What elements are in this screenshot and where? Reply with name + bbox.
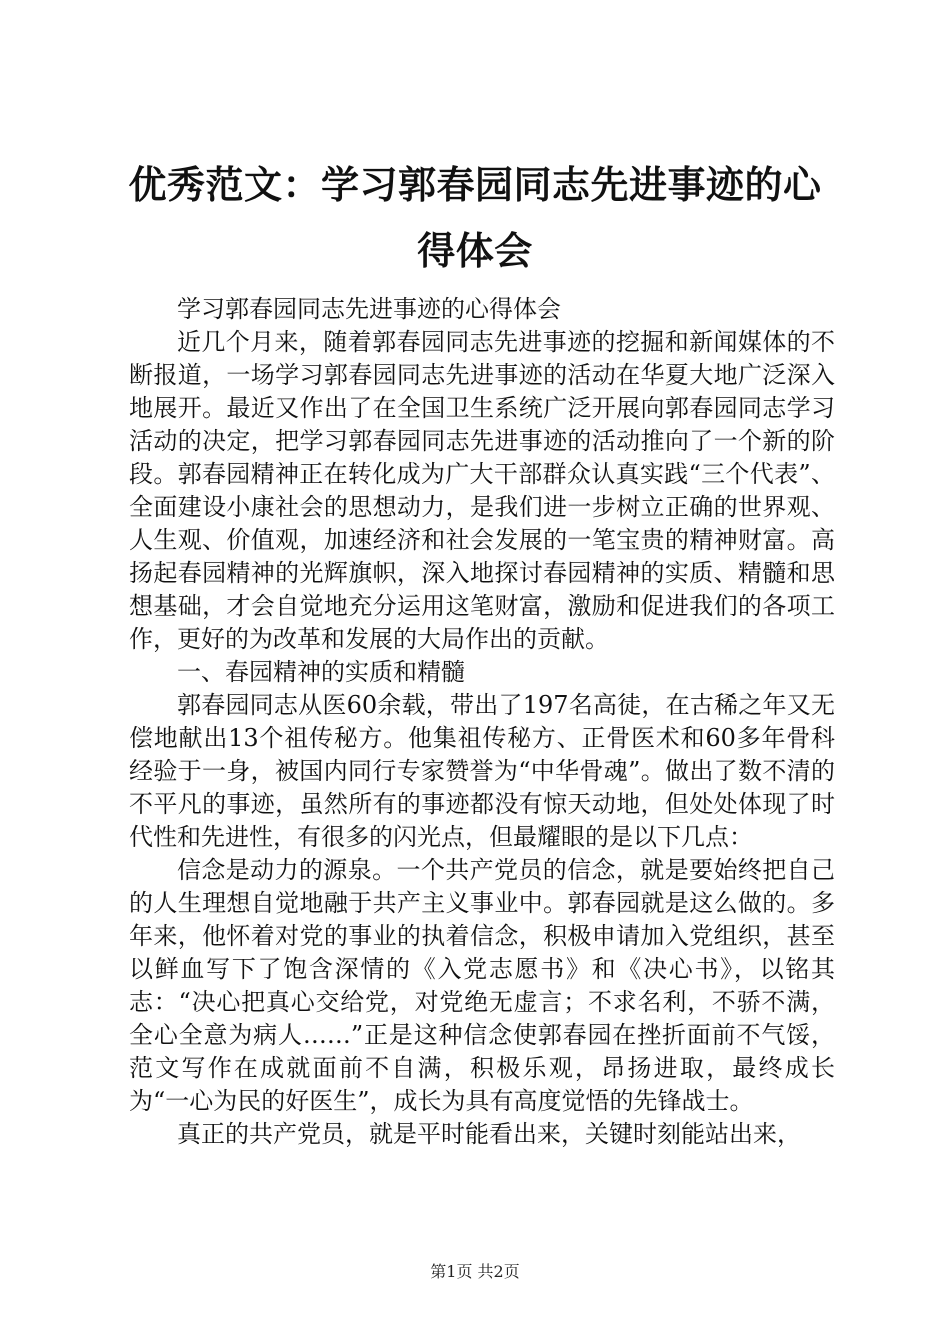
subtitle-paragraph: 学习郭春园同志先进事迹的心得体会 (177, 295, 561, 323)
body-paragraph: 信念是动力的源泉。一个共产党员的信念，就是要始终把自己的人生理想自觉地融于共产主义事业中。郭春园就是这么做的。多年来，他怀着对党的事业的执着信念，积极申请加入党组织，甚至以鲜血写下了饱含深情的《入党志愿书》和《决心书》，以铭其志：“决心把真心交给党，对党绝无虚言；不求名利，不骄不满，全心全意为病人……”正是这种信念使郭春园在挫折面前不气馁，范文写作在成就面前不自满，积极乐观，昂扬进取，最终成长为“一心为民的好医生”，成长为具有高度觉悟的先锋战士。 (129, 856, 835, 1115)
document-body (129, 293, 835, 1151)
section-heading: 一、春园精神的实质和精髓 (177, 658, 465, 686)
body-paragraph: 真正的共产党员，就是平时能看出来，关键时刻能站出来， (177, 1120, 801, 1148)
body-paragraph: 郭春园同志从医60余载，带出了197名高徒，在古稀之年又无偿地献出13个祖传秘方。他集祖传秘方、正骨医术和60多年骨科经验于一身，被国内同行专家赞誉为“中华骨魂”。做出了数不清的不平凡的事迹，虽然所有的事迹都没有惊天动地，但处处体现了时代性和先进性，有很多的闪光点，但最耀眼的是以下几点： (129, 691, 835, 851)
page-number-footer: 第1页 共2页 (430, 1262, 520, 1281)
intro-paragraph: 近几个月来，随着郭春园同志先进事迹的挖掘和新闻媒体的不断报道，一场学习郭春园同志先进事迹的活动在华夏大地广泛深入地展开。最近又作出了在全国卫生系统广泛开展向郭春园同志学习活动的决定，把学习郭春园同志先进事迹的活动推向了一个新的阶段。郭春园精神正在转化成为广大干部群众认真实践“三个代表”、全面建设小康社会的思想动力，是我们进一步树立正确的世界观、人生观、价值观，加速经济和社会发展的一笔宝贵的精神财富。高扬起春园精神的光辉旗帜，深入地探讨春园精神的实质、精髓和思想基础，才会自觉地充分运用这笔财富，激励和促进我们的各项工作，更好的为改革和发展的大局作出的贡献。 (129, 328, 835, 653)
document-title: 优秀范文：学习郭春园同志先进事迹的心得体会 (128, 162, 822, 273)
